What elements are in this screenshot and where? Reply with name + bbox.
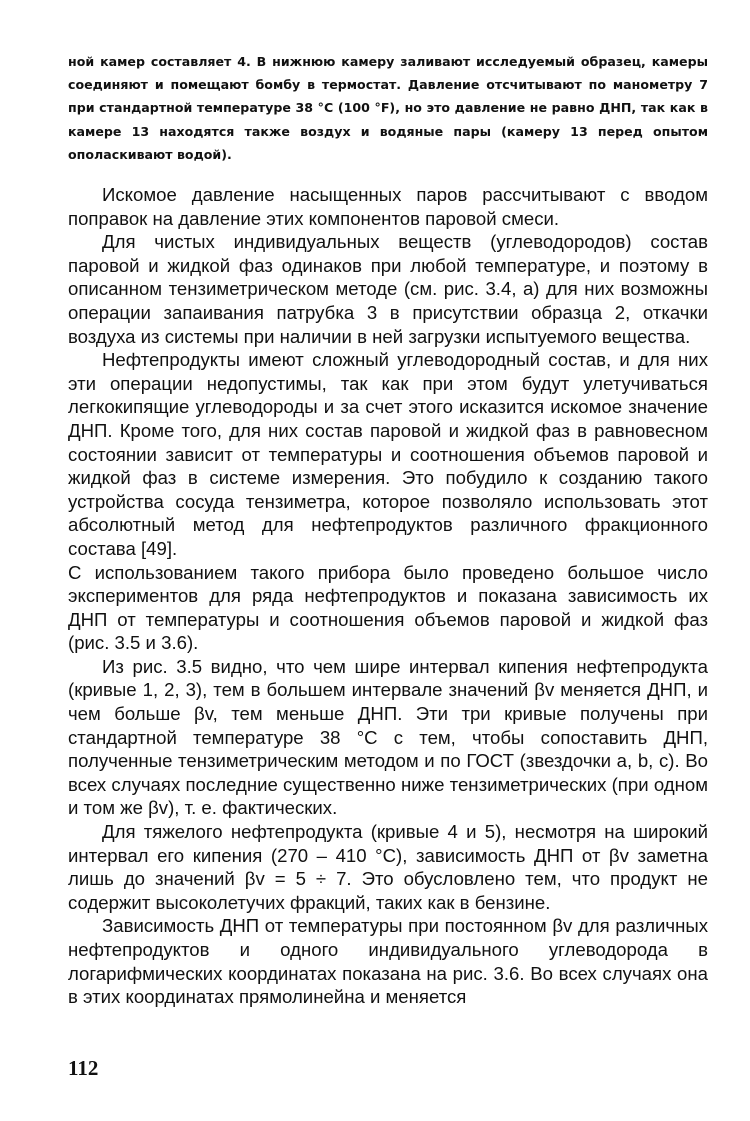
paragraph-4: С использованием такого прибора было проведено большое число экспериментов для ряда нефтепродуктов и показана зависимость их ДНП от температуры и соотношения объемов паровой и жидкой фаз (рис. 3.5 и 3.6). — [68, 561, 708, 654]
paragraph-2: Для чистых индивидуальных веществ (углеводородов) состав паровой и жидкой фаз одинаков при любой температуре, и поэтому в описанном тензиметрическом методе (см. рис. 3.4, а) для них возможны операции запаивания патрубка 3 в присутствии образца 2, откачки воздуха из системы при наличии в ней загрузки испытуемого вещества. — [68, 231, 708, 347]
paragraph-1: Искомое давление насыщенных паров рассчитывают с вводом поправок на давление этих компонентов паровой смеси. — [68, 184, 708, 229]
note-paragraph: ной камер составляет 4. В нижнюю камеру заливают исследуемый образец, камеры соединяют и помещают бомбу в термостат. Давление отсчитывают по манометру 7 при стандартной температуре 38 °С (100 °F), но это давление не равно ДНП, так как в камере 13 находятся также воздух и водяные пары (камеру 13 перед опытом ополаскивают водой). — [68, 54, 708, 162]
paragraph-6: Для тяжелого нефтепродукта (кривые 4 и 5), несмотря на широкий интервал его кипения (270 – 410 °С), зависимость ДНП от βv заметна лишь до значений βv = 5 ÷ 7. Это обусловлено тем, что продукт не содержит высоколетучих фракций, таких как в бензине. — [68, 821, 708, 913]
body-text — [68, 183, 708, 1009]
paragraph-3: Нефтепродукты имеют сложный углеводородный состав, и для них эти операции недопустимы, так как при этом будут улетучиваться легкокипящие углеводороды и за счет этого исказится искомое значение ДНП. Кроме того, для них состав паровой и жидкой фаз в равновесном состоянии зависит от температуры и соотношения объемов паровой и жидкой фаз в системе измерения. Это побудило к созданию такого устройства сосуда тензиметра, которое позволяло использовать этот абсолютный метод для нефтепродуктов различного фракционного состава [49]. — [68, 349, 708, 559]
paragraph-5: Из рис. 3.5 видно, что чем шире интервал кипения нефтепродукта (кривые 1, 2, 3), тем в большем интервале значений βv меняется ДНП, и чем больше βv, тем меньше ДНП. Эти три кривые получены при стандартной температуре 38 °С с тем, чтобы сопоставить ДНП, полученные тензиметрическим методом и по ГОСТ (звездочки a, b, c). Во всех случаях последние существенно ниже тензиметрических (при одном и том же βv), т. е. фактических. — [68, 655, 708, 819]
page-number: 112 — [68, 1056, 99, 1080]
paragraph-7: Зависимость ДНП от температуры при постоянном βv для различных нефтепродуктов и одного индивидуального углеводорода в логарифмических координатах показана на рис. 3.6. Во всех случаях она в этих координатах прямолинейна и меняется — [68, 915, 708, 1008]
page-content — [68, 50, 708, 1009]
